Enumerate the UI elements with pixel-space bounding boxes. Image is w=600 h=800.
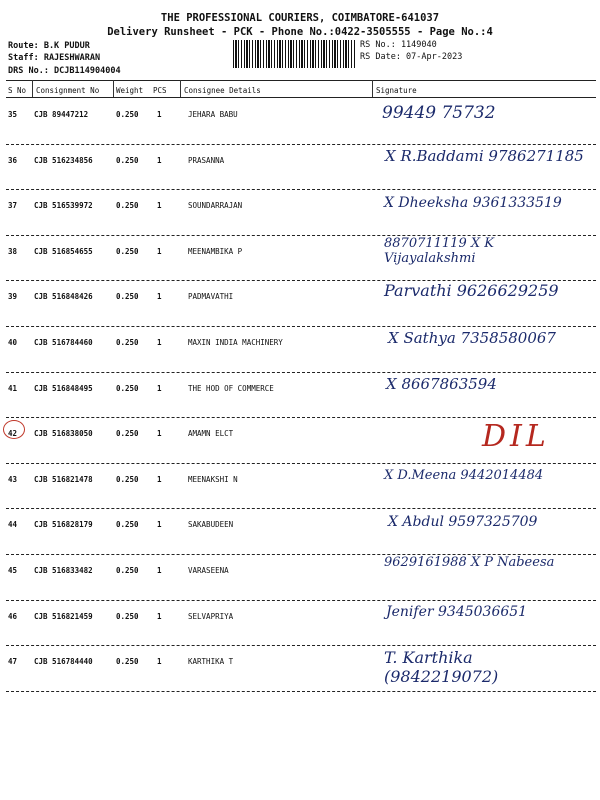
- barcode-image: [233, 40, 355, 68]
- cell-pcs: 1: [157, 110, 162, 119]
- rs-date: RS Date: 07-Apr-2023: [360, 52, 463, 62]
- table-row: [0, 647, 600, 693]
- cell-consignment: CJB 516821459: [34, 611, 93, 621]
- cell-consignee: MEENAKSHI N: [188, 474, 238, 484]
- signature-handwriting: 99449 75732: [382, 103, 496, 123]
- column-header-weight: Weight: [116, 86, 144, 95]
- cell-consignee: AMAMN ELCT: [188, 429, 234, 439]
- signature-handwriting: 8870711119 X K Vijayalakshmi: [384, 235, 494, 266]
- column-divider: [372, 80, 373, 97]
- column-header-pcs: PCS: [153, 86, 167, 95]
- table-row: [0, 419, 600, 465]
- cell-sno: 43: [8, 474, 18, 484]
- signature-handwriting: Jenifer 9345036651: [386, 603, 528, 620]
- cell-consignee: KARTHIKA T: [188, 657, 234, 667]
- row-separator: [6, 691, 596, 692]
- cell-consignment: CJB 516234856: [34, 155, 93, 165]
- signature-handwriting: DIL: [482, 419, 550, 455]
- column-header-consignee: Consignee Details: [184, 86, 261, 95]
- row-separator: [6, 372, 596, 373]
- cell-consignment: CJB 516838050: [34, 429, 93, 439]
- column-divider: [32, 80, 33, 97]
- cell-consignee: VARASEENA: [188, 566, 229, 575]
- row-separator: [6, 144, 596, 145]
- signature-handwriting: X Abdul 9597325709: [388, 514, 538, 531]
- cell-weight: 0.250: [116, 474, 139, 484]
- row-42-circle-mark: [3, 420, 25, 439]
- cell-weight: 0.250: [116, 429, 139, 439]
- cell-weight: 0.250: [116, 110, 139, 119]
- cell-consignment: CJB 516784460: [34, 338, 93, 347]
- rs-number: RS No.: 1149040: [360, 40, 437, 50]
- cell-weight: 0.250: [116, 566, 139, 575]
- row-separator: [6, 508, 596, 509]
- table-row: [0, 282, 600, 328]
- cell-pcs: 1: [157, 429, 162, 439]
- cell-consignee: PADMAVATHI: [188, 292, 234, 302]
- cell-pcs: 1: [157, 383, 162, 393]
- row-separator: [6, 645, 596, 646]
- cell-pcs: 1: [157, 338, 162, 347]
- cell-consignee: MEENAMBIKA P: [188, 246, 243, 256]
- table-row: [0, 602, 600, 648]
- cell-pcs: 1: [157, 474, 162, 484]
- document-title: THE PROFESSIONAL COURIERS, COIMBATORE-641037: [160, 12, 440, 24]
- cell-consignee: SAKABUDEEN: [188, 520, 234, 530]
- cell-sno: 36: [8, 155, 18, 165]
- signature-handwriting: 9629161988 X P Nabeesa: [384, 555, 555, 570]
- staff-label: Staff: RAJESHWARAN: [8, 53, 101, 63]
- cell-pcs: 1: [157, 201, 162, 211]
- cell-consignee: THE HOD OF COMMERCE: [188, 383, 274, 393]
- column-header-sno: S No: [8, 86, 27, 95]
- cell-consignment: CJB 516833482: [34, 566, 93, 575]
- row-separator: [6, 463, 596, 464]
- cell-sno: 39: [8, 292, 18, 302]
- row-separator: [6, 235, 596, 236]
- cell-weight: 0.250: [116, 155, 139, 165]
- cell-sno: 35: [8, 110, 18, 119]
- cell-pcs: 1: [157, 155, 162, 165]
- row-separator: [6, 326, 596, 327]
- cell-pcs: 1: [157, 657, 162, 667]
- cell-consignee: SELVAPRIYA: [188, 611, 234, 621]
- signature-handwriting: X R.Baddami 9786271185: [385, 146, 584, 165]
- cell-weight: 0.250: [116, 338, 139, 347]
- cell-consignment: CJB 516539972: [34, 201, 93, 211]
- cell-sno: 38: [8, 246, 18, 256]
- cell-weight: 0.250: [116, 611, 139, 621]
- table-row: [0, 556, 600, 602]
- cell-weight: 0.250: [116, 201, 139, 211]
- cell-consignment: CJB 516784440: [34, 657, 93, 667]
- cell-consignment: CJB 516854655: [34, 246, 93, 256]
- cell-consignment: CJB 516848495: [34, 383, 93, 393]
- column-divider: [180, 80, 181, 97]
- cell-weight: 0.250: [116, 292, 139, 302]
- table-row: [0, 328, 600, 374]
- column-header-consignment: Consignment No: [36, 86, 100, 95]
- signature-handwriting: Parvathi 9626629259: [384, 281, 559, 301]
- cell-consignment: CJB 89447212: [34, 110, 89, 119]
- table-row: [0, 465, 600, 511]
- table-row: [0, 510, 600, 556]
- cell-weight: 0.250: [116, 246, 139, 256]
- cell-sno: 46: [8, 611, 18, 621]
- cell-pcs: 1: [157, 520, 162, 530]
- cell-consignee: MAXIN INDIA MACHINERY: [188, 338, 283, 347]
- route-label: Route: B.K PUDUR: [8, 41, 90, 51]
- row-separator: [6, 189, 596, 190]
- signature-handwriting: X 8667863594: [386, 374, 497, 393]
- column-divider: [113, 80, 114, 97]
- cell-consignment: CJB 516848426: [34, 292, 93, 302]
- table-top-border: [6, 80, 596, 81]
- table-row: [0, 146, 600, 192]
- row-separator: [6, 600, 596, 601]
- cell-consignee: JEHARA BABU: [188, 110, 238, 119]
- table-row: [0, 191, 600, 237]
- cell-sno: 47: [8, 657, 18, 667]
- cell-pcs: 1: [157, 611, 162, 621]
- document-subtitle: Delivery Runsheet - PCK - Phone No.:0422-3505555 - Page No.:4: [107, 26, 493, 38]
- cell-pcs: 1: [157, 566, 162, 575]
- cell-sno: 44: [8, 520, 18, 530]
- table-row: [0, 100, 600, 146]
- cell-pcs: 1: [157, 246, 162, 256]
- cell-sno: 42: [8, 429, 18, 439]
- row-separator: [6, 417, 596, 418]
- table-row: [0, 237, 600, 283]
- signature-handwriting: X Dheeksha 9361333519: [384, 195, 562, 212]
- cell-sno: 37: [8, 201, 18, 211]
- signature-handwriting: X D.Meena 9442014484: [384, 467, 544, 483]
- cell-weight: 0.250: [116, 383, 139, 393]
- signature-handwriting: X Sathya 7358580067: [388, 329, 556, 347]
- column-header-signature: Signature: [376, 86, 417, 95]
- cell-sno: 41: [8, 383, 18, 393]
- cell-consignment: CJB 516821478: [34, 474, 93, 484]
- cell-consignee: SOUNDARRAJAN: [188, 201, 243, 211]
- table-row: [0, 374, 600, 420]
- cell-sno: 40: [8, 338, 18, 347]
- table-header-border: [6, 97, 596, 98]
- cell-consignment: CJB 516828179: [34, 520, 93, 530]
- cell-weight: 0.250: [116, 520, 139, 530]
- signature-handwriting: T. Karthika (9842219072): [384, 648, 499, 686]
- cell-sno: 45: [8, 566, 18, 575]
- cell-consignee: PRASANNA: [188, 155, 225, 165]
- drs-label: DRS No.: DCJB114904004: [8, 66, 121, 76]
- cell-weight: 0.250: [116, 657, 139, 667]
- cell-pcs: 1: [157, 292, 162, 302]
